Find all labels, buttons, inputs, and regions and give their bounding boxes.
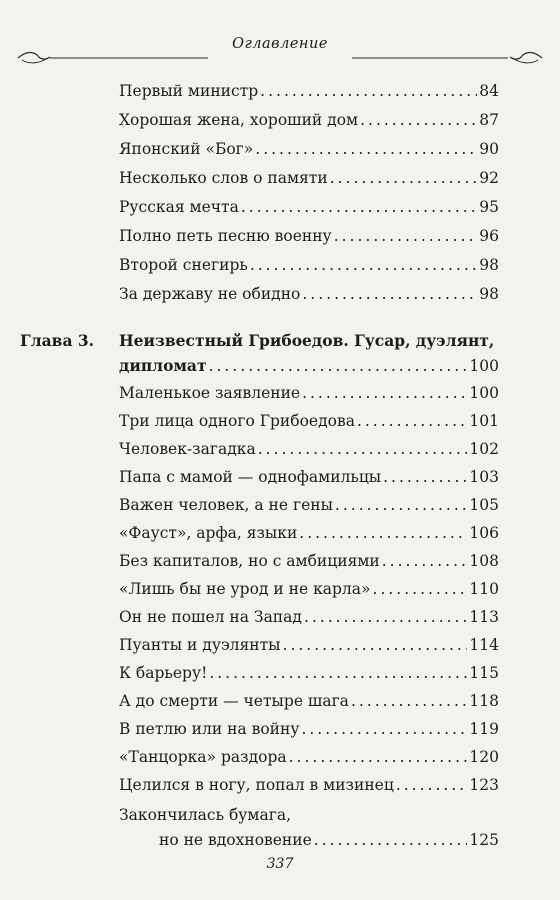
leader-dots bbox=[283, 632, 468, 659]
toc-entry-page: 95 bbox=[479, 198, 499, 216]
toc-entry-title-continued: но не вдохновение bbox=[159, 831, 312, 849]
leader-dots bbox=[260, 78, 477, 105]
toc-entry-multiline-cont[interactable] bbox=[119, 827, 499, 854]
toc-entry-page: 119 bbox=[469, 720, 499, 738]
toc-entry-title: Маленькое заявление bbox=[119, 384, 301, 402]
toc-entry[interactable] bbox=[119, 107, 499, 134]
toc-entry[interactable] bbox=[119, 252, 499, 279]
toc-entry[interactable] bbox=[119, 223, 499, 250]
toc-entry-page: 108 bbox=[469, 552, 499, 570]
toc-entry-page: 110 bbox=[469, 580, 499, 598]
toc-entry[interactable] bbox=[119, 632, 499, 659]
toc-entry-page: 100 bbox=[469, 384, 499, 402]
leader-dots bbox=[351, 688, 467, 715]
leader-dots bbox=[373, 576, 468, 603]
toc-entry[interactable] bbox=[119, 716, 499, 743]
toc-entry[interactable] bbox=[119, 688, 499, 715]
toc-entry-title: Человек-загадка bbox=[119, 440, 256, 458]
toc-entry-title: «Танцорка» раздора bbox=[119, 748, 287, 766]
toc-entry[interactable] bbox=[119, 744, 499, 771]
toc-entry[interactable] bbox=[119, 548, 499, 575]
toc-entry[interactable] bbox=[119, 281, 499, 308]
toc-entry[interactable] bbox=[119, 520, 499, 547]
leader-dots bbox=[304, 604, 467, 631]
leader-dots bbox=[382, 548, 468, 575]
toc-entry-title: «Лишь бы не урод и не карла» bbox=[119, 580, 371, 598]
leader-dots bbox=[334, 223, 478, 250]
toc-entry[interactable] bbox=[119, 436, 499, 463]
leader-dots bbox=[250, 252, 477, 279]
header-title: Оглавление bbox=[232, 36, 328, 52]
toc-entry-title: Пуанты и дуэлянты bbox=[119, 636, 281, 654]
running-header bbox=[0, 22, 560, 72]
toc-entry-title: Хорошая жена, хороший дом bbox=[119, 111, 359, 129]
toc-entry-page: 101 bbox=[469, 412, 499, 430]
leader-dots bbox=[357, 408, 467, 435]
chapter-page: 100 bbox=[469, 357, 499, 375]
toc-entry-page: 103 bbox=[469, 468, 499, 486]
toc-entry-page: 98 bbox=[479, 256, 499, 274]
toc-entry-page: 90 bbox=[479, 140, 499, 158]
toc-entry-page: 98 bbox=[479, 285, 499, 303]
toc-entry-page: 87 bbox=[479, 111, 499, 129]
toc-entry-page: 118 bbox=[469, 692, 499, 710]
page-number: 337 bbox=[266, 856, 294, 872]
leader-dots bbox=[396, 772, 468, 799]
leader-dots bbox=[209, 353, 468, 380]
leader-dots bbox=[335, 492, 467, 519]
toc-entry-title: А до смерти — четыре шага bbox=[119, 692, 349, 710]
toc-entry-page: 96 bbox=[479, 227, 499, 245]
toc-entry-title: Японский «Бог» bbox=[119, 140, 254, 158]
toc-entry-title: К барьеру! bbox=[119, 664, 208, 682]
toc-entry-title: Без капиталов, но с амбициями bbox=[119, 552, 380, 570]
toc-entry-title: Папа с мамой — однофамильцы bbox=[119, 468, 382, 486]
toc-entry-page: 92 bbox=[479, 169, 499, 187]
toc-entry[interactable] bbox=[119, 380, 499, 407]
toc-entry-title: Важен человек, а не гены bbox=[119, 496, 333, 514]
toc-entry-title: Три лица одного Грибоедова bbox=[119, 412, 355, 430]
toc-entry[interactable] bbox=[119, 464, 499, 491]
toc-entry[interactable] bbox=[119, 136, 499, 163]
toc-entry-page: 123 bbox=[469, 776, 499, 794]
toc-entry-title: «Фауст», арфа, языки bbox=[119, 524, 298, 542]
toc-entry-title: За державу не обидно bbox=[119, 285, 301, 303]
toc-entry[interactable] bbox=[119, 492, 499, 519]
leader-dots bbox=[209, 660, 467, 687]
toc-entry-multiline[interactable] bbox=[119, 802, 499, 829]
leader-dots bbox=[289, 744, 468, 771]
chapter-title[interactable]: Неизвестный Грибоедов. Гусар, дуэлянт, bbox=[119, 331, 495, 350]
leader-dots bbox=[302, 281, 477, 308]
toc-entry[interactable] bbox=[119, 78, 499, 105]
toc-entry[interactable] bbox=[119, 408, 499, 435]
leader-dots bbox=[330, 165, 478, 192]
toc-entry[interactable] bbox=[119, 576, 499, 603]
leader-dots bbox=[383, 464, 467, 491]
toc-entry-page: 120 bbox=[469, 748, 499, 766]
chapter-label: Глава 3. bbox=[20, 331, 95, 350]
chapter-title-continued: дипломат bbox=[119, 356, 207, 375]
toc-entry-page: 84 bbox=[479, 82, 499, 100]
leader-dots bbox=[255, 136, 477, 163]
leader-dots bbox=[314, 827, 468, 854]
toc-entry-title: Целился в ногу, попал в мизинец bbox=[119, 776, 394, 794]
toc-entry-page: 115 bbox=[469, 664, 499, 682]
toc-entry-page: 106 bbox=[469, 524, 499, 542]
toc-entry[interactable] bbox=[119, 165, 499, 192]
leader-dots bbox=[301, 716, 467, 743]
toc-entry-page: 114 bbox=[469, 636, 499, 654]
toc-entry-page: 113 bbox=[469, 608, 499, 626]
leader-dots bbox=[302, 380, 467, 407]
chapter-title-line2[interactable] bbox=[119, 353, 499, 380]
toc-entry-page: 105 bbox=[469, 496, 499, 514]
toc-entry-page: 102 bbox=[469, 440, 499, 458]
toc-entry-title: Первый министр bbox=[119, 82, 259, 100]
toc-entry[interactable] bbox=[119, 604, 499, 631]
toc-entry[interactable] bbox=[119, 772, 499, 799]
toc-entry-title: Он не пошел на Запад bbox=[119, 608, 302, 626]
toc-entry[interactable] bbox=[119, 194, 499, 221]
leader-dots bbox=[258, 436, 468, 463]
leader-dots bbox=[241, 194, 477, 221]
toc-entry-title: Закончилась бумага, bbox=[119, 806, 291, 824]
toc-entry[interactable] bbox=[119, 660, 499, 687]
toc-entry-title: Несколько слов о памяти bbox=[119, 169, 328, 187]
toc-entry-title: Русская мечта bbox=[119, 198, 239, 216]
ornament-rule-icon bbox=[0, 48, 560, 68]
leader-dots bbox=[360, 107, 477, 134]
toc-entry-page: 125 bbox=[469, 831, 499, 849]
toc-entry-title: В петлю или на войну bbox=[119, 720, 300, 738]
leader-dots bbox=[299, 520, 467, 547]
toc-entry-title: Второй снегирь bbox=[119, 256, 248, 274]
toc-entry-title: Полно петь песню военну bbox=[119, 227, 332, 245]
